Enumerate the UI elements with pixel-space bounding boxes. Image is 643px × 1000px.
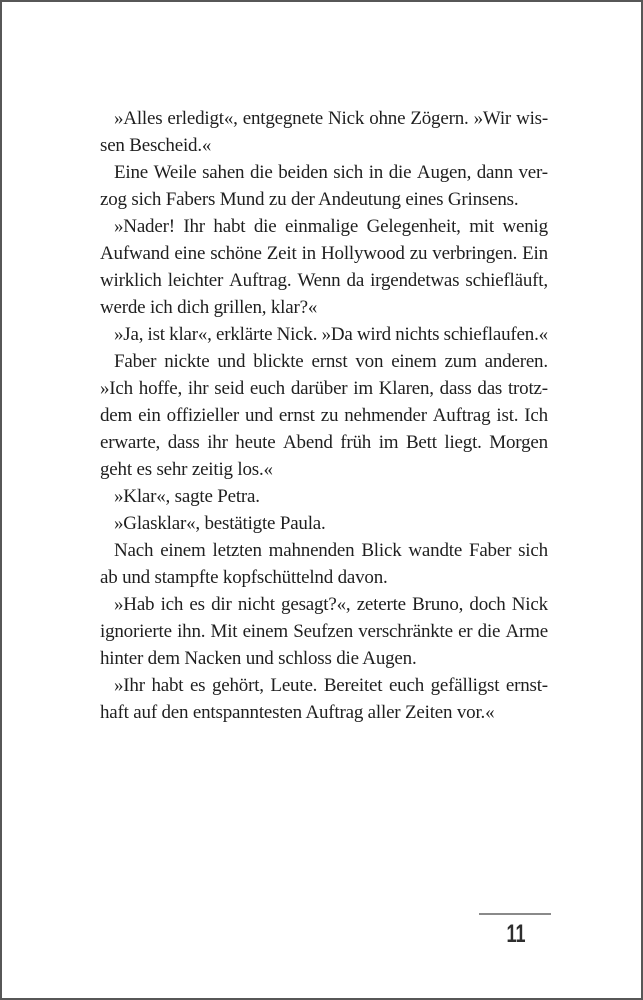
text-line: wirklich leichter Auftrag. Wenn da irgendetwas schiefläuft, (100, 270, 548, 291)
text-line: sen Bescheid.« (100, 135, 212, 156)
text-line: Eine Weile sahen die beiden sich in die Augen, dann ver- (114, 162, 548, 183)
text-line: Aufwand eine schöne Zeit in Hollywood zu verbringen. Ein (100, 243, 548, 264)
text-line: haft auf den entspanntesten Auftrag aller Zeiten vor.« (100, 702, 495, 723)
page-number-rule (479, 913, 551, 915)
text-line: hinter dem Nacken und schloss die Augen. (100, 648, 417, 669)
text-line: Faber nickte und blickte ernst von einem zum anderen. (114, 351, 548, 372)
text-line: »Hab ich es dir nicht gesagt?«, zeterte Bruno, doch Nick (114, 594, 548, 615)
body-text (100, 105, 548, 726)
text-line: »Glasklar«, bestätigte Paula. (114, 513, 326, 534)
text-line: geht es sehr zeitig los.« (100, 459, 273, 480)
text-line: dem ein offizieller und ernst zu nehmender Auftrag ist. Ich (100, 405, 548, 426)
text-line: »Alles erledigt«, entgegnete Nick ohne Zögern. »Wir wis- (114, 108, 548, 129)
text-line: zog sich Fabers Mund zu der Andeutung eines Grinsens. (100, 189, 519, 210)
text-line: »Nader! Ihr habt die einmalige Gelegenheit, mit wenig (114, 216, 548, 237)
text-line: ignorierte ihn. Mit einem Seufzen verschränkte er die Arme (100, 621, 548, 642)
text-line: »Ich hoffe, ihr seid euch darüber im Klaren, dass das trotz- (100, 378, 548, 399)
text-line: »Ihr habt es gehört, Leute. Bereitet euch gefälligst ernst- (114, 675, 548, 696)
page-number: 11 (506, 920, 526, 948)
text-line: erwarte, dass ihr heute Abend früh im Bett liegt. Morgen (100, 432, 548, 453)
text-line: »Klar«, sagte Petra. (114, 486, 260, 507)
text-line: werde ich dich grillen, klar?« (100, 297, 318, 318)
text-line: Nach einem letzten mahnenden Blick wandte Faber sich (114, 540, 548, 561)
text-line: »Ja, ist klar«, erklärte Nick. »Da wird nichts schieflaufen.« (114, 324, 548, 345)
text-line: ab und stampfte kopfschüttelnd davon. (100, 567, 388, 588)
